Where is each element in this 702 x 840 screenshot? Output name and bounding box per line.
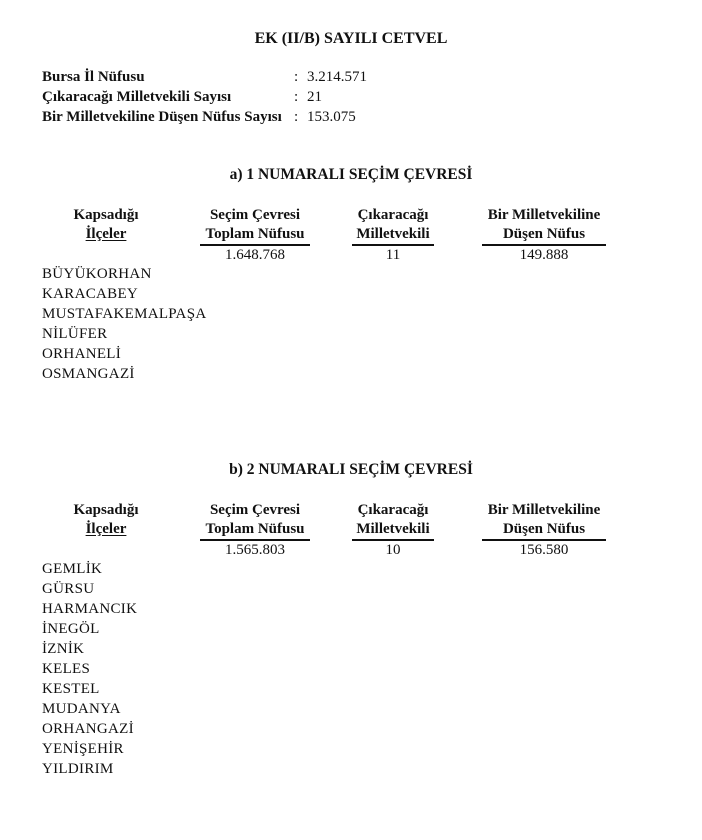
- col-header-line1: Seçim Çevresi: [209, 207, 301, 223]
- col-header-line2: Düşen Nüfus: [482, 225, 606, 245]
- district-item: OSMANGAZİ: [42, 366, 135, 382]
- col-header-districts: [56, 206, 156, 244]
- col-header-districts: [56, 501, 156, 539]
- summary-sep: :: [294, 89, 299, 105]
- summary-value-per-seat: 153.075: [307, 109, 356, 125]
- summary-label-population: Bursa İl Nüfusu: [42, 69, 145, 85]
- col-header-line1: Bir Milletvekiline: [487, 207, 601, 223]
- col-header-line2: Milletvekili: [352, 225, 434, 245]
- col-header-seats: [352, 501, 434, 540]
- col-header-line2: Toplam Nüfusu: [200, 520, 310, 540]
- col-header-line2: İlçeler: [85, 521, 127, 537]
- district-list: [42, 559, 137, 779]
- value-total-population: 1.648.768: [200, 245, 310, 263]
- district-item: HARMANCIK: [42, 601, 138, 617]
- col-header-line1: Çıkaracağı: [357, 502, 429, 518]
- value-per-seat: 149.888: [482, 245, 606, 263]
- summary-sep: :: [294, 109, 299, 125]
- summary-label-per-seat: Bir Milletvekiline Düşen Nüfus Sayısı: [42, 109, 282, 125]
- col-header-line2: İlçeler: [85, 226, 127, 242]
- page-title: EK (II/B) SAYILI CETVEL: [254, 30, 448, 47]
- district-item: KESTEL: [42, 681, 100, 697]
- col-header-line2: Toplam Nüfusu: [200, 225, 310, 245]
- section-heading: b) 2 NUMARALI SEÇİM ÇEVRESİ: [229, 461, 473, 478]
- district-item: NİLÜFER: [42, 326, 108, 342]
- col-header-total: [200, 206, 310, 245]
- col-header-seats: [352, 206, 434, 245]
- col-header-line1: Bir Milletvekiline: [487, 502, 601, 518]
- district-item: KARACABEY: [42, 286, 139, 302]
- col-header-line2: Düşen Nüfus: [482, 520, 606, 540]
- district-item: YENİŞEHİR: [42, 741, 124, 757]
- value-seats: 11: [352, 245, 434, 263]
- summary-sep: :: [294, 69, 299, 85]
- district-list: [42, 264, 206, 384]
- summary-value-seats: 21: [307, 89, 322, 105]
- district-item: MUDANYA: [42, 701, 121, 717]
- district-item: GEMLİK: [42, 561, 103, 577]
- district-item: KELES: [42, 661, 91, 677]
- col-header-line1: Çıkaracağı: [357, 207, 429, 223]
- district-item: GÜRSU: [42, 581, 95, 597]
- col-header-line2: Milletvekili: [352, 520, 434, 540]
- col-header-line1: Kapsadığı: [73, 502, 139, 518]
- col-header-line1: Kapsadığı: [73, 207, 139, 223]
- value-total-population: 1.565.803: [200, 540, 310, 558]
- col-header-per-seat: [482, 206, 606, 245]
- summary-value-population: 3.214.571: [307, 69, 367, 85]
- section-heading: a) 1 NUMARALI SEÇİM ÇEVRESİ: [229, 166, 473, 183]
- district-item: YILDIRIM: [42, 761, 114, 777]
- col-header-per-seat: [482, 501, 606, 540]
- value-per-seat: 156.580: [482, 540, 606, 558]
- col-header-total: [200, 501, 310, 540]
- district-item: ORHANELİ: [42, 346, 122, 362]
- district-item: MUSTAFAKEMALPAŞA: [42, 306, 207, 322]
- district-item: İZNİK: [42, 641, 85, 657]
- summary-label-seats: Çıkaracağı Milletvekili Sayısı: [42, 89, 232, 105]
- value-seats: 10: [352, 540, 434, 558]
- district-item: ORHANGAZİ: [42, 721, 134, 737]
- district-item: İNEGÖL: [42, 621, 100, 637]
- col-header-line1: Seçim Çevresi: [209, 502, 301, 518]
- district-item: BÜYÜKORHAN: [42, 266, 152, 282]
